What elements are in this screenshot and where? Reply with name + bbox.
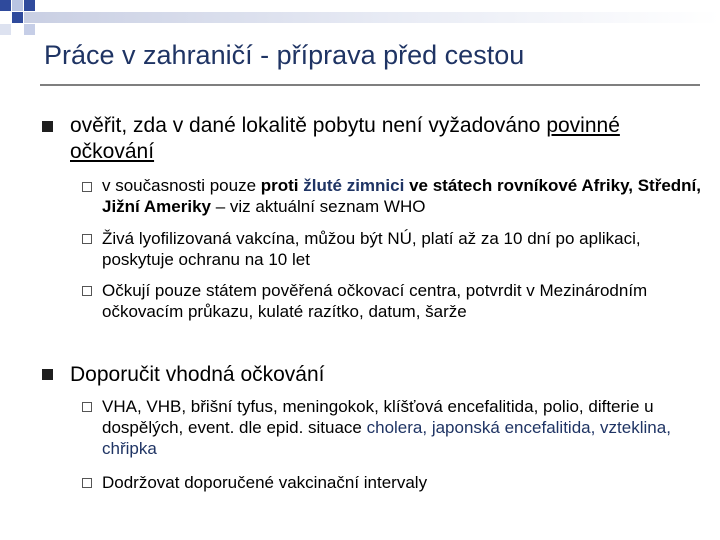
text-run: Doporučit vhodná očkování xyxy=(70,363,325,386)
bullet-text xyxy=(70,362,700,388)
text-run: žluté zimnici xyxy=(303,176,405,195)
text-run: VHA, VHB, břišní tyfus, meningokok, klíšťová encefalitida, polio, difterie u dospělých, event. dle epid. situace xyxy=(102,397,654,437)
sub-bullet-square-icon xyxy=(82,182,92,192)
text-run: Dodržovat doporučené vakcinační intervaly xyxy=(102,473,428,492)
text-run: cholera, japonská encefalitida, vzteklina, chřipka xyxy=(102,418,671,458)
bullet-square-icon xyxy=(42,369,53,380)
text-run: – viz aktuální seznam WHO xyxy=(210,197,426,216)
text-run: Živá lyofilizovaná vakcína, můžou být NÚ, platí až za 10 dní po aplikaci, poskytuje ochranu na 10 let xyxy=(102,229,641,269)
text-run: proti xyxy=(260,176,304,195)
text-run: ověřit, zda v dané lokalitě pobytu není vyžadováno xyxy=(70,114,547,137)
text-run: ve státech rovníkové Afriky, Střední, Jižní Ameriky xyxy=(102,176,702,216)
sub-bullet-square-icon xyxy=(82,478,92,488)
bullet-square-icon xyxy=(42,121,53,132)
sub-bullet-square-icon xyxy=(82,286,92,296)
sub-bullet-square-icon xyxy=(82,402,92,412)
text-run: Očkují pouze státem pověřená očkovací centra, potvrdit v Mezinárodním očkovacím průkazu, kulaté razítko, datum, šarže xyxy=(102,281,648,321)
text-run: v současnosti pouze xyxy=(102,176,261,195)
text-run: povinné očkování xyxy=(70,114,620,163)
sub-bullet-text xyxy=(102,228,702,270)
bullet-text xyxy=(70,113,700,165)
sub-bullet-text xyxy=(102,472,702,493)
sub-bullet-text xyxy=(102,396,702,459)
title-divider xyxy=(40,84,700,86)
sub-bullet-text xyxy=(102,175,702,217)
sub-bullet-square-icon xyxy=(82,234,92,244)
slide-title: Práce v zahraničí - příprava před cestou xyxy=(44,40,525,70)
sub-bullet-text xyxy=(102,280,702,322)
